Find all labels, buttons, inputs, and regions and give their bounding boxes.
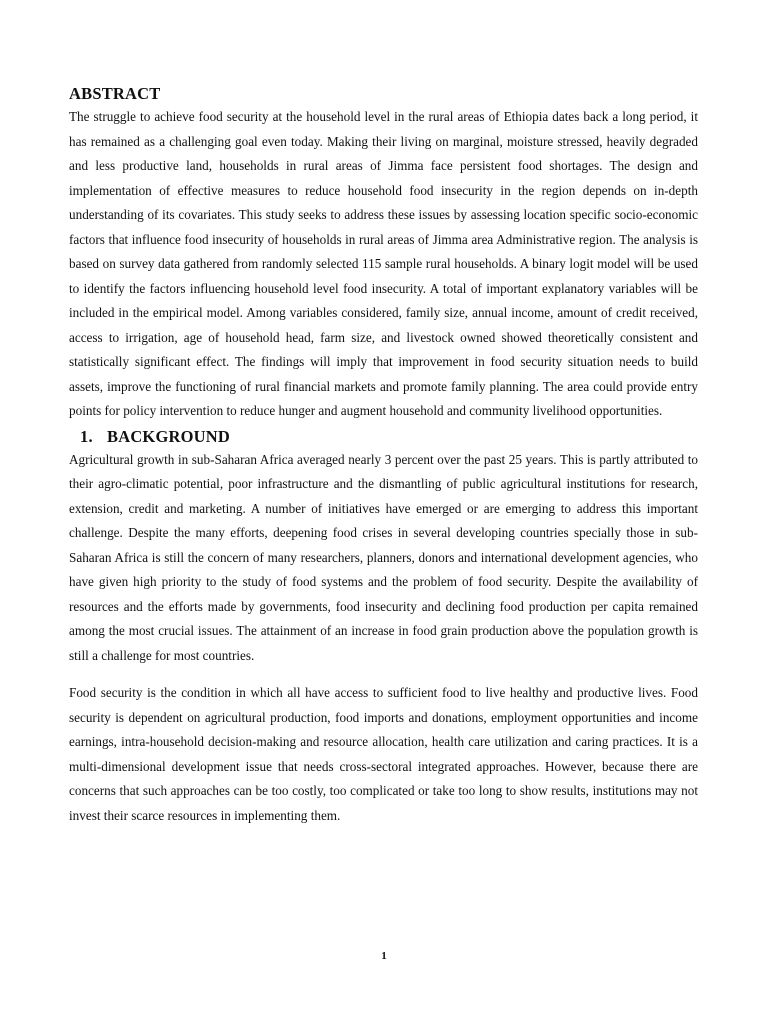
background-paragraph-2: Food security is the condition in which all have access to sufficient food to live healthy and productive lives. Food security is dependent on agricultural production, food imports and donations, employment opportunities and income earnings, intra-household decision-making and resource allocation, health care utilization and caring practices. It is a multi-dimensional development issue that needs cross-sectoral integrated approaches. However, because there are concerns that such approaches can be too costly, too complicated or take too long to show results, institutions may not invest their scarce resources in implementing them. [69,685,698,823]
background-heading [69,427,698,447]
section-title: BACKGROUND [107,426,231,446]
background-paragraph-1: Agricultural growth in sub-Saharan Africa averaged nearly 3 percent over the past 25 years. This is partly attributed to their agro-climatic potential, poor infrastructure and the dismantling of public agricultural institutions for research, extension, credit and marketing. A number of initiatives have emerged or are emerging to address this important challenge. Despite the many efforts, deepening food crises in several developing countries specially those in sub-Saharan Africa is still the concern of many researchers, planners, donors and international development agencies, who have given high priority to the study of food systems and the problem of food security. Despite the availability of resources and the efforts made by governments, food insecurity and declining food production per capita remained among the most crucial issues. The attainment of an increase in food grain production above the population growth is still a challenge for most countries. [69,451,698,663]
document-page [69,84,698,828]
section-number: 1. [80,426,93,446]
paragraph-spacer [69,668,698,681]
abstract-paragraph: The struggle to achieve food security at the household level in the rural areas of Ethiopia dates back a long period, it has remained as a challenging goal even today. Making their living on marginal, moisture stressed, heavily degraded and less productive land, households in rural areas of Jimma face persistent food shortages. The design and implementation of effective measures to reduce household food insecurity in the region depends on in-depth understanding of its covariates. This study seeks to address these issues by assessing location specific socio-economic factors that influence food insecurity of households in rural areas of Jimma area Administrative region. The analysis is based on survey data gathered from randomly selected 115 sample rural households. A binary logit model will be used to identify the factors influencing household level food insecurity. A total of important explanatory variables will be included in the empirical model. Among variables considered, family size, annual income, amount of credit received, access to irrigation, age of household head, farm size, and livestock owned showed theoretically consistent and statistically significant effect. The findings will imply that improvement in food security situation needs to build assets, improve the functioning of rural financial markets and promote family planning. The area could provide entry points for policy intervention to reduce hunger and augment household and community livelihood opportunities. [69,109,698,418]
page-number: 1 [381,950,387,962]
abstract-heading: ABSTRACT [69,84,161,103]
